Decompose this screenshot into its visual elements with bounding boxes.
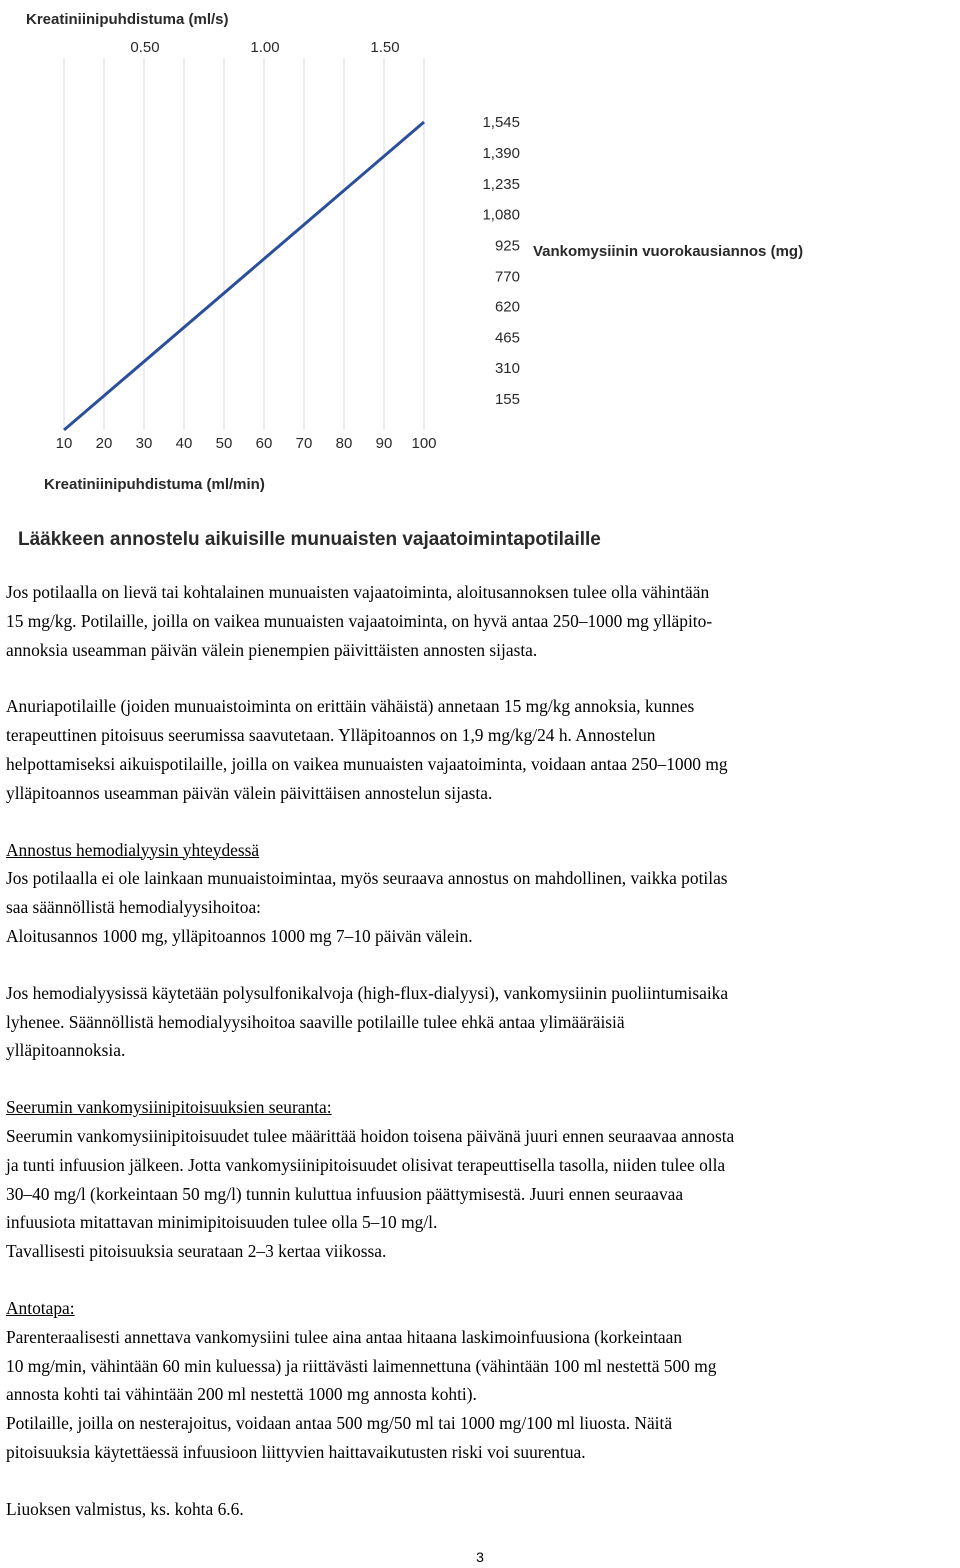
text-line: annoksia useamman päivän välein pienempien päivittäisten annosten sijasta. [6,639,538,660]
section-heading: Antotapa: [6,1297,75,1318]
y-tick-label: 465 [494,329,520,347]
paragraph-mild-impairment [6,578,960,664]
chart-caption: Lääkkeen annostelu aikuisille munuaisten vajaatoimintapotilaille [18,529,601,550]
text-line: Seerumin vankomysiinipitoisuudet tulee määrittää hoidon toisena päivänä juuri ennen seuraavaa annosta [6,1125,735,1146]
y-tick-label: 1,545 [482,114,520,131]
section-serum-monitoring [6,1093,960,1266]
text-line: Aloitusannos 1000 mg, ylläpitoannos 1000 mg 7–10 päivän välein. [6,925,473,946]
top-tick-label: 1.50 [370,39,400,56]
x-tick-label: 10 [55,435,73,452]
document-body [6,578,960,1552]
section-heading: Seerumin vankomysiinipitoisuuksien seuranta: [6,1097,332,1118]
dosing-chart [0,0,960,560]
chart-gridlines [64,58,424,430]
y-tick-label: 155 [494,391,520,409]
text-line: Tavallisesti pitoisuuksia seurataan 2–3 kertaa viikossa. [6,1241,387,1262]
y-tick-label: 1,235 [482,175,520,193]
text-line: pitoisuuksia käytettäessä infuusioon liittyvien haittavaikutusten riski voi suurentua. [6,1441,586,1462]
x-tick-label: 50 [215,435,233,452]
text-line: terapeuttinen pitoisuus seerumissa saavutetaan. Ylläpitoannos on 1,9 mg/kg/24 h. Annostelun [6,725,656,746]
x-tick-label: 80 [335,435,353,452]
section-administration [6,1294,960,1467]
text-line: ylläpitoannoksia. [6,1040,126,1061]
text-line: Liuoksen valmistus, ks. kohta 6.6. [6,1498,244,1519]
chart-series [64,122,424,430]
text-line: ja tunti infuusion jälkeen. Jotta vankomysiinipitoisuudet olisivat terapeuttisella tasolla, niiden tulee olla [6,1154,726,1175]
paragraph-anuria [6,692,960,807]
text-line: infuusiota mitattavan minimipitoisuuden tulee olla 5–10 mg/l. [6,1212,438,1233]
top-tick-label: 1.00 [250,39,280,56]
x-tick-label: 90 [375,435,393,452]
text-line: 15 mg/kg. Potilaille, joilla on vaikea munuaisten vajaatoiminta, on hyvä antaa 250–1000 mg ylläpito- [6,610,713,631]
text-line: Potilaille, joilla on nesterajoitus, voidaan antaa 500 mg/50 ml tai 1000 mg/100 ml liuosta. Näitä [6,1413,673,1434]
section-hemodialysis [6,836,960,951]
y-tick-label: 1,080 [482,206,520,224]
text-line: Parenteraalisesti annettava vankomysiini tulee aina antaa hitaana laskimoinfuusiona (korkeintaan [6,1326,683,1347]
x-tick-label: 100 [411,435,437,452]
y-axis-ticks [482,114,520,408]
text-line: ylläpitoannos useamman päivän välein päivittäisen annostelun sijasta. [6,782,493,803]
y-axis-title: Vankomysiinin vuorokausiannos (mg) [533,243,804,260]
series-line [64,122,424,430]
x-tick-label: 40 [175,435,193,452]
text-line: Jos potilaalla ei ole lainkaan munuaistoimintaa, myös seuraava annostus on mahdollinen, vaikka potilas [6,868,728,889]
y-tick-label: 925 [494,237,520,255]
text-line: helpottamiseksi aikuispotilaille, joilla on vaikea munuaisten vajaatoiminta, voidaan antaa 250–1000 mg [6,753,728,774]
text-line: 10 mg/min, vähintään 60 min kuluessa) ja riittävästi laimennettuna (vähintään 100 ml nestettä 500 mg [6,1355,717,1376]
y-tick-label: 310 [494,360,520,378]
text-line: Jos potilaalla on lievä tai kohtalainen munuaisten vajaatoiminta, aloitusannoksen tulee olla vähintään [6,582,710,602]
y-tick-label: 770 [494,268,520,286]
y-tick-label: 620 [494,298,520,316]
text-line: Anuriapotilaille (joiden munuaistoiminta on erittäin vähäistä) annetaan 15 mg/kg annoksia, kunnes [6,696,695,717]
x-tick-label: 30 [135,435,153,452]
top-axis-title: Kreatiniinipuhdistuma (ml/s) [26,11,229,28]
text-line: annosta kohti tai vähintään 200 ml nestettä 1000 mg annosta kohti). [6,1384,477,1405]
top-tick-label: 0.50 [130,39,160,56]
text-line: Jos hemodialyysissä käytetään polysulfonikalvoja (high-flux-dialyysi), vankomysiinin puoliintumisaika [6,982,729,1003]
page-number: 3 [476,1549,484,1565]
x-axis-title: Kreatiniinipuhdistuma (ml/min) [44,476,265,493]
section-heading: Annostus hemodialyysin yhteydessä [6,839,260,860]
paragraph-preparation [6,1495,960,1524]
top-axis-ticks [130,39,399,56]
text-line: saa säännöllistä hemodialyysihoitoa: [6,897,262,918]
x-axis-ticks [56,435,437,452]
x-tick-label: 60 [255,435,273,452]
x-tick-label: 70 [295,435,313,452]
x-tick-label: 20 [95,435,113,452]
text-line: lyhenee. Säännöllistä hemodialyysihoitoa saaville potilaille tulee ehkä antaa ylimääräisiä [6,1011,625,1032]
y-tick-label: 1,390 [482,144,520,162]
text-line: 30–40 mg/l (korkeintaan 50 mg/l) tunnin kuluttua infuusion päättymisestä. Juuri ennen seuraavaa [6,1183,684,1204]
paragraph-high-flux [6,979,960,1065]
